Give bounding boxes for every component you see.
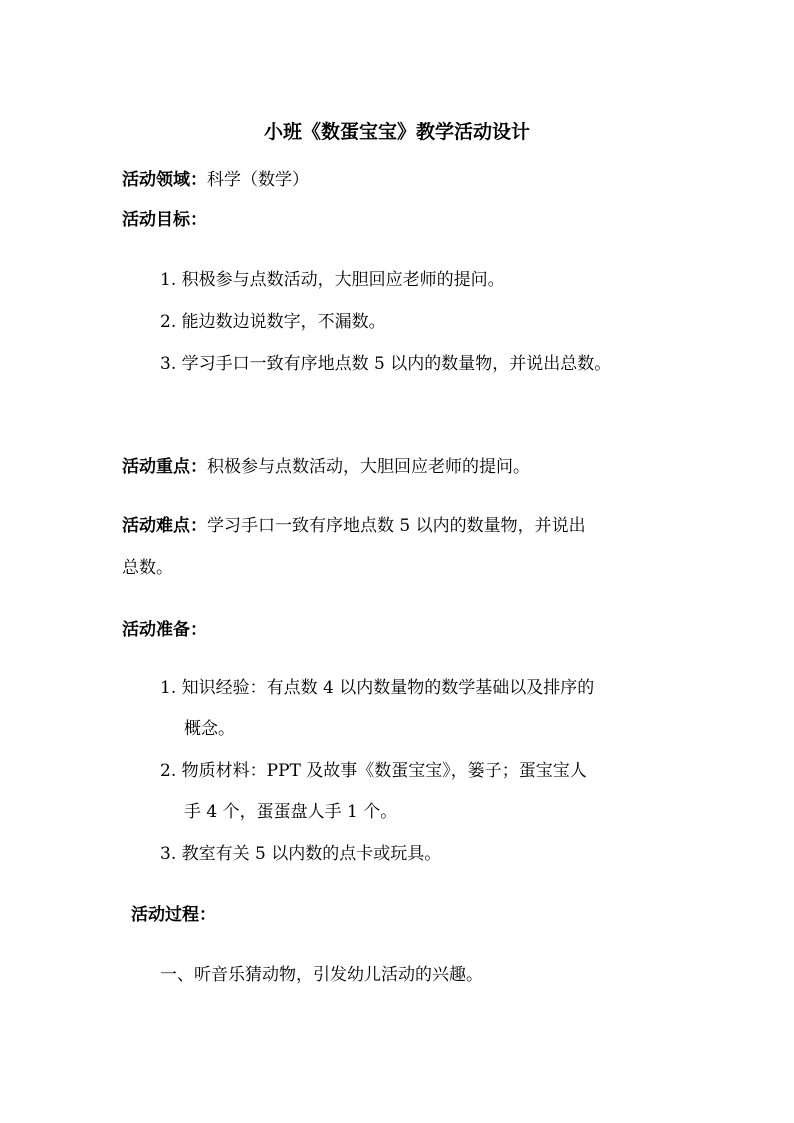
goal-item-1 — [160, 269, 505, 291]
difficulty-label: 活动难点： — [122, 516, 207, 536]
process-step-1: 一、听音乐猜动物，引发幼儿活动的兴趣。 — [160, 965, 483, 985]
document-title: 小班《数蛋宝宝》教学活动设计 — [263, 121, 530, 143]
preparation-item-2-continued: 手 4 个，蛋蛋盘人手 1 个。 — [184, 802, 398, 822]
preparation-item-number: 1. — [160, 678, 177, 698]
difficulty-line-2: 总数。 — [122, 558, 173, 578]
key-point-value: 积极参与点数活动，大胆回应老师的提问。 — [207, 457, 530, 477]
difficulty-line-1 — [122, 515, 586, 537]
goal-item-number: 1. — [160, 270, 177, 290]
activity-goals-label: 活动目标： — [122, 210, 207, 230]
activity-domain — [122, 169, 309, 191]
preparation-item-text: 教室有关 5 以内数的点卡或玩具。 — [181, 844, 442, 864]
preparation-item-text: 物质材料：PPT 及故事《数蛋宝宝》，篓子；蛋宝宝人 — [181, 761, 587, 781]
preparation-item-number: 2. — [160, 761, 177, 781]
difficulty-value: 学习手口一致有序地点数 5 以内的数量物，并说出 — [207, 516, 586, 536]
goal-item-number: 2. — [160, 312, 177, 332]
goal-item-2 — [160, 311, 386, 333]
activity-domain-label: 活动领域： — [122, 170, 207, 190]
goal-item-number: 3. — [160, 354, 177, 374]
goal-item-3 — [160, 353, 611, 375]
activity-domain-value: 科学（数学） — [207, 170, 309, 190]
goal-item-text: 学习手口一致有序地点数 5 以内的数量物，并说出总数。 — [181, 354, 612, 374]
key-point-label: 活动重点： — [122, 457, 207, 477]
preparation-item-1-continued: 概念。 — [184, 719, 235, 739]
key-point — [122, 456, 530, 478]
preparation-item-number: 3. — [160, 844, 177, 864]
goal-item-text: 能边数边说数字，不漏数。 — [181, 312, 386, 332]
preparation-label: 活动准备： — [122, 620, 207, 640]
preparation-item-3 — [160, 843, 441, 865]
process-label: 活动过程： — [131, 905, 216, 925]
goal-item-text: 积极参与点数活动，大胆回应老师的提问。 — [181, 270, 505, 290]
preparation-item-2 — [160, 760, 587, 782]
preparation-item-1 — [160, 677, 594, 699]
preparation-item-text: 知识经验：有点数 4 以内数量物的数学基础以及排序的 — [181, 678, 595, 698]
